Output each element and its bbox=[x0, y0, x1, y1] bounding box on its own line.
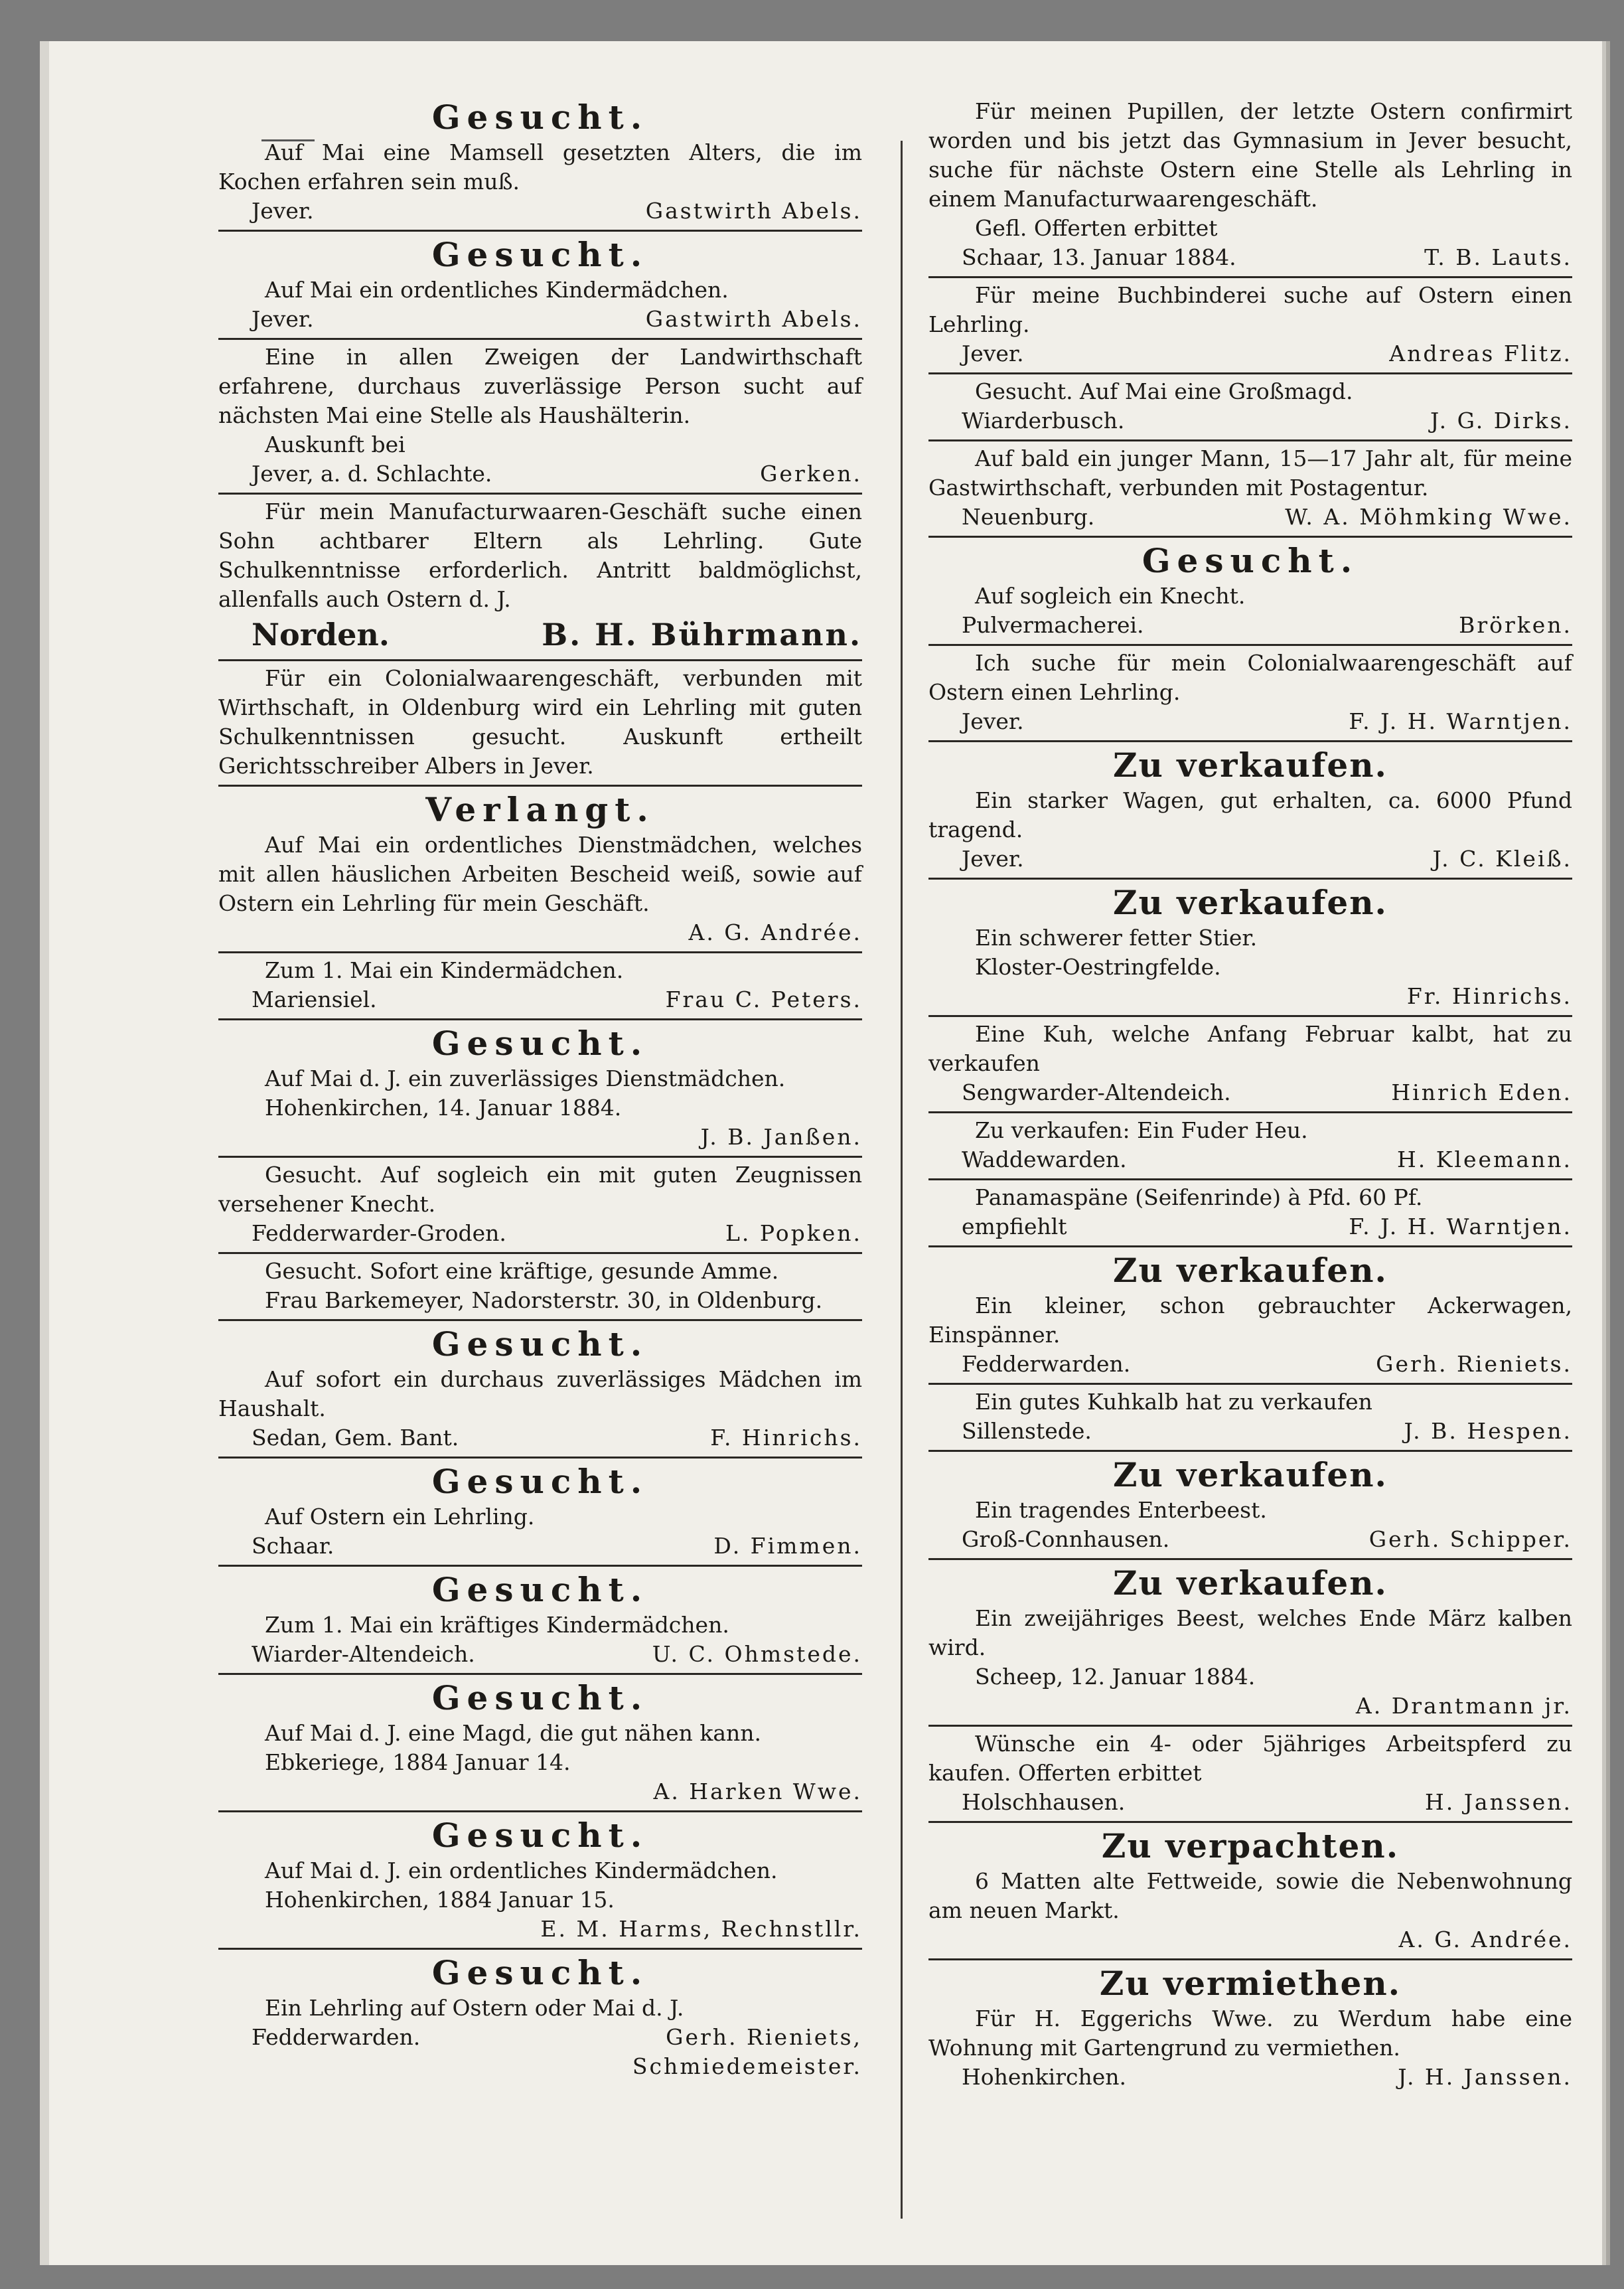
ad-text: 6 Matten alte Fettweide, sowie die Nebenwohnung am neuen Markt. bbox=[928, 1868, 1572, 1923]
ad-text: Ein Lehrling auf Ostern oder Mai d. J. bbox=[265, 1995, 684, 2021]
ad-signer: J. C. Kleiß. bbox=[1432, 846, 1572, 872]
ad-signer: J. B. Hespen. bbox=[1404, 1418, 1572, 1444]
ad-text: Auf sogleich ein Knecht. bbox=[975, 583, 1246, 609]
ad-signature-row bbox=[218, 985, 862, 1014]
advertisement bbox=[928, 1385, 1572, 1452]
ad-text: Ebkeriege, 1884 Januar 14. bbox=[265, 1749, 571, 1775]
ad-signer: A. G. Andrée. bbox=[1398, 1927, 1572, 1952]
ad-text: Ein kleiner, schon gebrauchter Ackerwagen, Einspänner. bbox=[928, 1293, 1572, 1348]
ad-signer: L. Popken. bbox=[725, 1220, 862, 1246]
advertisement bbox=[928, 880, 1572, 1017]
advertisement bbox=[928, 742, 1572, 880]
advertisement bbox=[928, 1727, 1572, 1823]
ad-heading: Gesucht. bbox=[431, 98, 649, 137]
advertisement bbox=[218, 787, 862, 953]
ad-text: Hohenkirchen, 1884 Januar 15. bbox=[265, 1887, 615, 1913]
ad-signature-row bbox=[928, 1788, 1572, 1817]
ad-signer: D. Fimmen. bbox=[713, 1533, 862, 1559]
ad-signer: W. A. Möhmking Wwe. bbox=[1285, 504, 1572, 530]
ad-heading: Gesucht. bbox=[431, 1953, 649, 1992]
ad-heading: Gesucht. bbox=[431, 235, 649, 274]
advertisement bbox=[218, 1459, 862, 1567]
ad-text: Auf Mai d. J. ein zuverlässiges Dienstmädchen. bbox=[265, 1066, 786, 1091]
ad-signer: U. C. Ohmstede. bbox=[652, 1641, 862, 1667]
ad-signature-row bbox=[928, 1417, 1572, 1446]
ad-signer: J. H. Janssen. bbox=[1398, 2064, 1572, 2090]
ad-signature-row bbox=[928, 2063, 1572, 2092]
ad-text: Ich suche für mein Colonialwaarengeschäft auf Ostern einen Lehrling. bbox=[928, 650, 1572, 705]
ad-text: Gesucht. Auf sogleich ein mit guten Zeugnissen versehener Knecht. bbox=[218, 1162, 862, 1217]
ad-text: Ein schwerer fetter Stier. bbox=[975, 925, 1258, 951]
ad-heading: Gesucht. bbox=[431, 1462, 649, 1501]
ad-place: Holschhausen. bbox=[962, 1789, 1126, 1815]
ad-text: Ein zweijähriges Beest, welches Ende März kalben wird. bbox=[928, 1605, 1572, 1660]
ad-signer: Andreas Flitz. bbox=[1389, 341, 1572, 366]
ad-signer: Schmiedemeister. bbox=[632, 2053, 862, 2079]
ad-text: Gesucht. Auf Mai eine Großmagd. bbox=[975, 378, 1353, 404]
ad-text: Für ein Colonialwaarengeschäft, verbunden mit Wirthschaft, in Oldenburg wird ein Lehrling mit guten Schulkenntnissen gesucht. Auskunft ertheilt Gerichtsschreiber Albers in Jever. bbox=[218, 665, 862, 779]
ad-signature-row bbox=[928, 1525, 1572, 1554]
ad-text: Auf Mai ein ordentliches Dienstmädchen, welches mit allen häuslichen Arbeiten Bescheid weiß, sowie auf Ostern ein Lehrling für mein Geschäft. bbox=[218, 832, 862, 916]
ad-place: Mariensiel. bbox=[252, 987, 377, 1012]
ad-heading: Gesucht. bbox=[431, 1816, 649, 1855]
advertisement bbox=[928, 646, 1572, 742]
advertisement bbox=[218, 1254, 862, 1321]
left-column bbox=[218, 94, 862, 2085]
ad-signature-row bbox=[218, 305, 862, 334]
ad-signature-row bbox=[928, 339, 1572, 368]
ad-place: Sillenstede. bbox=[962, 1418, 1092, 1444]
ad-place: Wiarder-Altendeich. bbox=[252, 1641, 475, 1667]
ad-signature-row bbox=[218, 1219, 862, 1248]
ad-signer: Frau C. Peters. bbox=[665, 987, 862, 1012]
advertisement bbox=[218, 495, 862, 661]
ad-signer: A. Drantmann jr. bbox=[1355, 1693, 1572, 1719]
ad-text: Zu verkaufen: Ein Fuder Heu. bbox=[975, 1117, 1308, 1143]
ad-signature-row bbox=[928, 503, 1572, 532]
ad-heading: Gesucht. bbox=[431, 1024, 649, 1063]
ad-text: Auf Mai eine Mamsell gesetzten Alters, die im Kochen erfahren sein muß. bbox=[218, 139, 862, 195]
ad-signer: Gastwirth Abels. bbox=[645, 306, 862, 332]
advertisement bbox=[928, 1560, 1572, 1727]
ad-text: Zum 1. Mai ein Kindermädchen. bbox=[265, 957, 624, 983]
ad-text: Auf Mai d. J. ein ordentliches Kindermädchen. bbox=[265, 1857, 778, 1883]
advertisement bbox=[928, 1180, 1572, 1247]
ad-heading: Zu verkaufen. bbox=[1113, 883, 1388, 922]
advertisement bbox=[218, 1812, 862, 1950]
ad-text: Ein starker Wagen, gut erhalten, ca. 6000 Pfund tragend. bbox=[928, 787, 1572, 842]
advertisement bbox=[928, 1247, 1572, 1385]
advertisement bbox=[218, 1567, 862, 1675]
ad-place: Schaar. bbox=[252, 1533, 334, 1559]
ad-signer: F. J. H. Warntjen. bbox=[1349, 1214, 1572, 1239]
ad-text: Zum 1. Mai ein kräftiges Kindermädchen. bbox=[265, 1612, 729, 1638]
ad-signer: B. H. Bührmann. bbox=[542, 617, 862, 653]
ad-text: Hohenkirchen, 14. Januar 1884. bbox=[265, 1095, 622, 1121]
ad-text: Gesucht. Sofort eine kräftige, gesunde Amme. bbox=[265, 1258, 779, 1284]
column-rule bbox=[901, 141, 903, 2219]
ad-text: Scheep, 12. Januar 1884. bbox=[975, 1664, 1256, 1690]
ad-signature-row bbox=[218, 614, 862, 655]
ad-heading: Gesucht. bbox=[1142, 541, 1359, 580]
advertisement bbox=[928, 538, 1572, 646]
ad-signer: Brörken. bbox=[1459, 612, 1572, 638]
advertisement bbox=[218, 232, 862, 340]
ad-signature-row bbox=[218, 2023, 862, 2052]
advertisement bbox=[928, 94, 1572, 278]
ad-signature-row bbox=[928, 1078, 1572, 1107]
ad-signer: A. G. Andrée. bbox=[688, 919, 862, 945]
ad-place: Schaar, 13. Januar 1884. bbox=[962, 244, 1236, 270]
ad-signer: Gerken. bbox=[760, 461, 862, 487]
ad-text: Kloster-Oestringfelde. bbox=[975, 954, 1221, 980]
ad-signature-row bbox=[928, 844, 1572, 874]
ad-text: Wünsche ein 4- oder 5jähriges Arbeitspferd zu kaufen. Offerten erbittet bbox=[928, 1731, 1572, 1786]
ad-text: Eine Kuh, welche Anfang Februar kalbt, hat zu verkaufen bbox=[928, 1021, 1572, 1076]
ad-text: Auskunft bei bbox=[265, 432, 406, 457]
ad-signer: J. B. Janßen. bbox=[700, 1124, 862, 1150]
ad-signer: Gerh. Rieniets, bbox=[666, 2024, 862, 2050]
advertisement bbox=[218, 1321, 862, 1459]
ad-place: Sengwarder-Altendeich. bbox=[962, 1079, 1231, 1105]
ad-heading: Zu verkaufen. bbox=[1113, 1251, 1388, 1290]
advertisement bbox=[218, 953, 862, 1020]
advertisement bbox=[928, 441, 1572, 538]
ad-place: Groß-Connhausen. bbox=[962, 1526, 1170, 1552]
advertisement bbox=[928, 1960, 1572, 2096]
ad-text: Für mein Manufacturwaaren-Geschäft suche einen Sohn achtbarer Eltern als Lehrling. Gute Schulkenntnisse erforderlich. Antritt baldmöglichst, allenfalls auch Ostern d. J. bbox=[218, 499, 862, 612]
ad-heading: Verlangt. bbox=[425, 790, 655, 829]
ad-text: Auf Mai d. J. eine Magd, die gut nähen kann. bbox=[265, 1720, 762, 1746]
advertisement bbox=[928, 1823, 1572, 1960]
ad-place: Pulvermacherei. bbox=[962, 612, 1144, 638]
ad-signature-row bbox=[218, 459, 862, 489]
newspaper-page bbox=[40, 41, 1602, 2265]
advertisement bbox=[218, 1020, 862, 1158]
ad-text: Auf Mai ein ordentliches Kindermädchen. bbox=[265, 277, 729, 303]
ad-signature-row bbox=[928, 406, 1572, 435]
ad-place: Fedderwarden. bbox=[252, 2024, 421, 2050]
ad-text: Eine in allen Zweigen der Landwirthschaft erfahrene, durchaus zuverlässige Person sucht auf nächsten Mai eine Stelle als Haushälterin. bbox=[218, 344, 862, 428]
ad-place: Fedderwarder-Groden. bbox=[252, 1220, 506, 1246]
ad-place: Jever. bbox=[962, 708, 1024, 734]
ad-signer: F. J. H. Warntjen. bbox=[1349, 708, 1572, 734]
advertisement bbox=[218, 94, 862, 232]
ad-signer: Hinrich Eden. bbox=[1391, 1079, 1572, 1105]
ad-heading: Zu verpachten. bbox=[1101, 1826, 1400, 1865]
ad-heading: Gesucht. bbox=[431, 1678, 649, 1717]
ad-text: Für H. Eggerichs Wwe. zu Werdum habe eine Wohnung mit Gartengrund zu vermiethen. bbox=[928, 2006, 1572, 2061]
ad-signer: F. Hinrichs. bbox=[710, 1425, 862, 1451]
ad-text: Ein gutes Kuhkalb hat zu verkaufen bbox=[975, 1389, 1372, 1415]
ad-text: Panamaspäne (Seifenrinde) à Pfd. 60 Pf. bbox=[975, 1184, 1423, 1210]
ad-heading: Zu vermiethen. bbox=[1099, 1964, 1402, 2003]
advertisement bbox=[928, 374, 1572, 441]
advertisement bbox=[928, 278, 1572, 374]
ad-signature-row bbox=[218, 1640, 862, 1669]
ad-signer: Gerh. Rieniets. bbox=[1376, 1351, 1572, 1377]
ad-text: Gefl. Offerten erbittet bbox=[975, 215, 1218, 241]
advertisement bbox=[218, 1158, 862, 1254]
ad-text: Frau Barkemeyer, Nadorsterstr. 30, in Oldenburg. bbox=[265, 1287, 823, 1313]
advertisement bbox=[218, 661, 862, 787]
ad-heading: Zu verkaufen. bbox=[1113, 1455, 1388, 1494]
advertisement bbox=[218, 1950, 862, 2085]
ad-heading: Gesucht. bbox=[431, 1324, 649, 1364]
ad-signature-row bbox=[928, 243, 1572, 272]
advertisement bbox=[218, 1675, 862, 1812]
ad-signer: J. G. Dirks. bbox=[1430, 408, 1572, 434]
ad-signer: Gerh. Schipper. bbox=[1368, 1526, 1572, 1552]
ad-place: Jever. bbox=[962, 341, 1024, 366]
ad-place: Jever. bbox=[252, 198, 314, 224]
advertisement bbox=[928, 1113, 1572, 1180]
advertisement bbox=[928, 1452, 1572, 1560]
ad-text: Auf sofort ein durchaus zuverlässiges Mädchen im Haushalt. bbox=[218, 1366, 862, 1421]
ad-signer: A. Harken Wwe. bbox=[653, 1778, 862, 1804]
ad-signature-row bbox=[218, 1423, 862, 1453]
ad-text: Für meinen Pupillen, der letzte Ostern confirmirt worden und bis jetzt das Gymnasium in Jever besucht, suche für nächste Ostern eine Stelle als Lehrling in einem Manufacturwaarengeschäft. bbox=[928, 98, 1572, 212]
ad-text: Auf bald ein junger Mann, 15—17 Jahr alt, für meine Gastwirthschaft, verbunden mit Postagentur. bbox=[928, 445, 1572, 501]
ad-place: Jever. bbox=[962, 846, 1024, 872]
ad-signature-row bbox=[928, 707, 1572, 736]
ad-heading: Zu verkaufen. bbox=[1113, 746, 1388, 785]
ad-signature-row bbox=[928, 1350, 1572, 1379]
ad-signer: E. M. Harms, Rechnstllr. bbox=[540, 1916, 862, 1942]
ad-text: Ein tragendes Enterbeest. bbox=[975, 1497, 1267, 1523]
ad-signer: Fr. Hinrichs. bbox=[1406, 983, 1572, 1009]
right-column bbox=[928, 94, 1572, 2096]
ad-place: Fedderwarden. bbox=[962, 1351, 1131, 1377]
advertisement bbox=[928, 1017, 1572, 1113]
ad-signer: Gastwirth Abels. bbox=[645, 198, 862, 224]
ad-place: Jever. bbox=[252, 306, 314, 332]
ad-text: Für meine Buchbinderei suche auf Ostern einen Lehrling. bbox=[928, 282, 1572, 337]
ad-signature-row bbox=[928, 1212, 1572, 1241]
ad-signer: H. Janssen. bbox=[1424, 1789, 1572, 1815]
advertisement bbox=[218, 340, 862, 495]
ad-place: Waddewarden. bbox=[962, 1146, 1127, 1172]
ad-text: Auf Ostern ein Lehrling. bbox=[265, 1504, 535, 1530]
ad-place: Wiarderbusch. bbox=[962, 408, 1125, 434]
ad-place: Hohenkirchen. bbox=[962, 2064, 1127, 2090]
ad-signature-row bbox=[928, 1145, 1572, 1174]
ad-place: empfiehlt bbox=[962, 1214, 1067, 1239]
ad-heading: Gesucht. bbox=[431, 1570, 649, 1609]
ad-signer: T. B. Lauts. bbox=[1424, 244, 1572, 270]
ad-signature-row bbox=[928, 611, 1572, 640]
ad-place: Jever, a. d. Schlachte. bbox=[252, 461, 492, 487]
ad-place: Sedan, Gem. Bant. bbox=[252, 1425, 459, 1451]
ad-place: Norden. bbox=[252, 617, 390, 653]
ad-signer: H. Kleemann. bbox=[1397, 1146, 1572, 1172]
ad-signature-row bbox=[218, 1532, 862, 1561]
ad-place: Neuenburg. bbox=[962, 504, 1095, 530]
ad-signature-row bbox=[218, 197, 862, 226]
ad-heading: Zu verkaufen. bbox=[1113, 1563, 1388, 1603]
